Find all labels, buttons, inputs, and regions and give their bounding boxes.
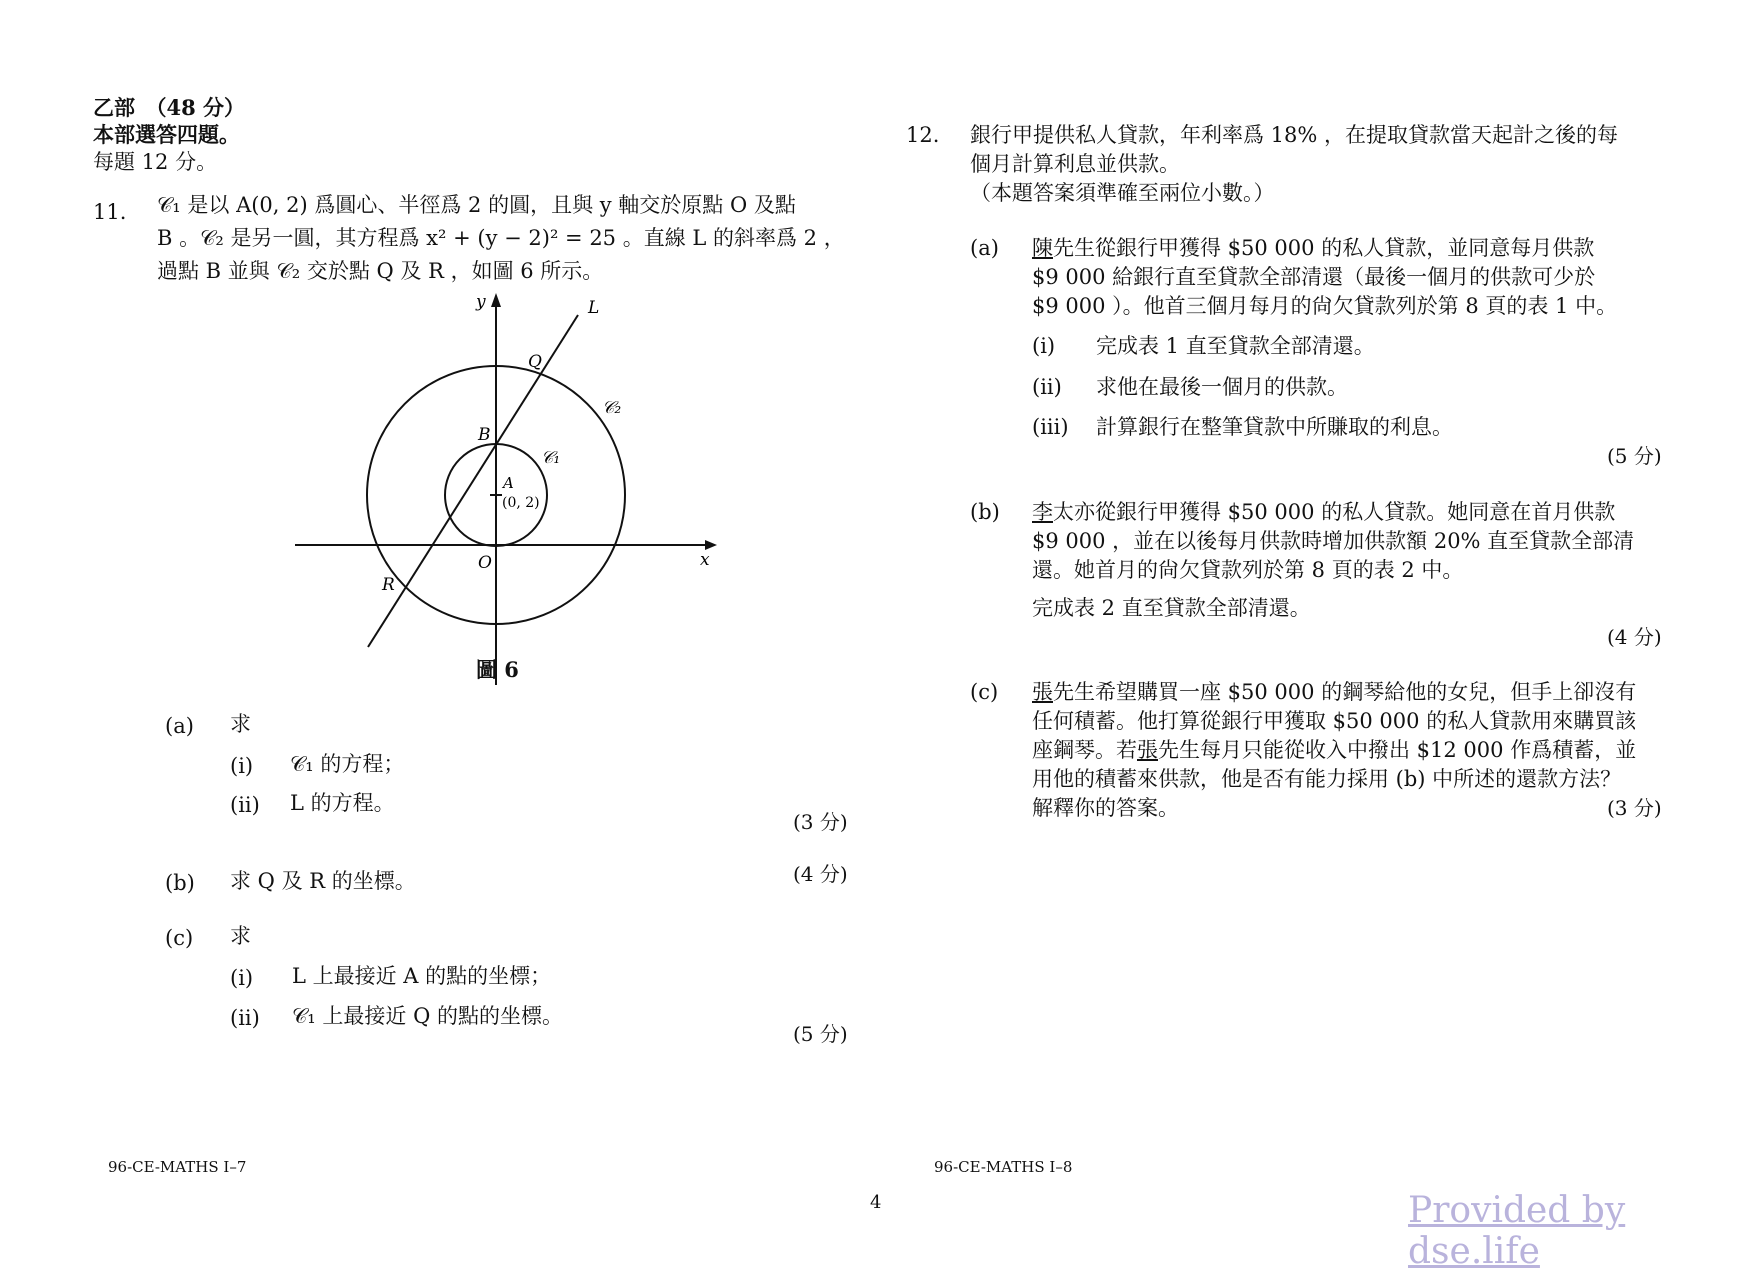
subpart-i-label: (i) (230, 754, 254, 778)
part-a-line: 陳先生從銀行甲獲得 $50 000 的私人貸款，並同意每月供款 (1032, 236, 1595, 260)
question-stem-line: B 。𝒞₂ 是另一圓，其方程爲 x² + (y − 2)² = 25 。直線 L 的斜率爲 2 ， (157, 226, 845, 250)
question-stem-line: 個月計算利息並供款。 (970, 152, 1180, 176)
subpart-ii-label: (ii) (1032, 375, 1062, 399)
part-b-line: 完成表 2 直至貸款全部清還。 (1032, 596, 1311, 620)
part-a-text: 求 (230, 712, 251, 736)
point-R-label: R (382, 575, 395, 595)
part-b-label: (b) (970, 500, 1000, 524)
page-number: 4 (870, 1192, 882, 1213)
line-L (368, 315, 578, 647)
part-c-line: 用他的積蓄來供款，他是否有能力採用 (b) 中所述的還款方法？ (1032, 767, 1622, 791)
part-a-marks: (5 分) (1607, 444, 1662, 468)
part-a-line: $9 000 ）。他首三個月每月的尙欠貸款列於第 8 頁的表 1 中。 (1032, 294, 1618, 318)
subpart-ii-text: L 的方程。 (290, 791, 395, 815)
person-name: 陳 (1032, 236, 1053, 260)
subpart-ii-text: 求他在最後一個月的供款。 (1096, 375, 1348, 399)
question-stem-line: 過點 B 並與 𝒞₂ 交於點 Q 及 R ，如圖 6 所示。 (157, 259, 604, 283)
point-B-label: B (478, 425, 491, 445)
y-axis-arrow (491, 293, 501, 307)
part-b-line: $9 000 ，並在以後每月供款時增加供款額 20% 直至貸款全部清 (1032, 529, 1635, 553)
part-a-line: $9 000 給銀行直至貸款全部清還（最後一個月的供款可少於 (1032, 265, 1596, 289)
part-a-label: (a) (165, 714, 194, 738)
left-page-footer: 96-CE-MATHS I–7 (108, 1158, 247, 1176)
circle-c2-label: 𝒞₂ (602, 398, 622, 418)
subpart-ii-text: 𝒞₁ 上最接近 Q 的點的坐標。 (292, 1004, 563, 1028)
part-c-line: 座鋼琴。若張先生每月只能從收入中撥出 $12 000 作爲積蓄，並 (1032, 738, 1637, 762)
question-number: 11. (93, 200, 127, 224)
right-page-footer: 96-CE-MATHS I–8 (934, 1158, 1073, 1176)
watermark-link[interactable]: Provided by dse.life (1408, 1190, 1626, 1272)
line-L-label: L (588, 298, 600, 318)
part-b-label: (b) (165, 871, 195, 895)
origin-O-label: O (478, 553, 492, 573)
part-b-text: 求 Q 及 R 的坐標。 (230, 869, 416, 893)
part-c-line: 任何積蓄。他打算從銀行甲獲取 $50 000 的私人貸款用來購買該 (1032, 709, 1637, 733)
section-instruction: 本部選答四題。 (93, 122, 240, 147)
x-axis-label: x (700, 550, 710, 570)
point-A-label: A (503, 474, 514, 492)
point-A-coordinates: (0, 2) (502, 495, 540, 511)
y-axis-label: y (476, 292, 486, 312)
part-c-marks: (5 分) (793, 1022, 848, 1046)
part-b-line: 李太亦從銀行甲獲得 $50 000 的私人貸款。她同意在首月供款 (1032, 500, 1616, 524)
question-number: 12. (906, 123, 940, 147)
part-c-text: 求 (230, 924, 251, 948)
question-note: （本題答案須準確至兩位小數。） (970, 181, 1275, 205)
subpart-i-text: 𝒞₁ 的方程； (290, 752, 405, 776)
circle-c1-label: 𝒞₁ (541, 448, 561, 468)
question-stem-line: 銀行甲提供私人貸款，年利率爲 18% ，在提取貸款當天起計之後的每 (970, 123, 1619, 147)
subpart-iii-text: 計算銀行在整筆貸款中所賺取的利息。 (1096, 415, 1453, 439)
person-name: 張 (1032, 680, 1053, 704)
subpart-i-label: (i) (1032, 334, 1056, 358)
figure-caption: 圖 6 (476, 657, 519, 682)
part-c-line: 張先生希望購買一座 $50 000 的鋼琴給他的女兒，但手上卻沒有 (1032, 680, 1637, 704)
part-c-marks: (3 分) (1607, 796, 1662, 820)
point-Q-label: Q (528, 352, 542, 372)
part-c-label: (c) (165, 926, 194, 950)
section-title: 乙部 （48 分） (93, 95, 246, 120)
person-name: 張 (1137, 738, 1158, 762)
part-a-marks: (3 分) (793, 810, 848, 834)
subpart-ii-label: (ii) (230, 793, 260, 817)
part-b-marks: (4 分) (1607, 625, 1662, 649)
subpart-ii-label: (ii) (230, 1006, 260, 1030)
part-a-label: (a) (970, 236, 999, 260)
part-c-label: (c) (970, 680, 999, 704)
part-c-line: 解釋你的答案。 (1032, 796, 1179, 820)
subpart-i-text: 完成表 1 直至貸款全部清還。 (1096, 334, 1375, 358)
part-b-line: 還。她首月的尙欠貸款列於第 8 頁的表 2 中。 (1032, 558, 1464, 582)
subpart-iii-label: (iii) (1032, 415, 1069, 439)
figure-6-diagram (280, 285, 720, 685)
part-b-marks: (4 分) (793, 862, 848, 886)
subpart-i-label: (i) (230, 966, 254, 990)
x-axis-arrow (705, 540, 717, 550)
marks-per-question: 每題 12 分。 (93, 150, 218, 174)
question-stem-line: 𝒞₁ 是以 A(0, 2) 爲圓心、半徑爲 2 的圓，且與 y 軸交於原點 O 及點 (157, 193, 796, 217)
person-name: 李 (1032, 500, 1053, 524)
subpart-i-text: L 上最接近 A 的點的坐標； (292, 964, 552, 988)
